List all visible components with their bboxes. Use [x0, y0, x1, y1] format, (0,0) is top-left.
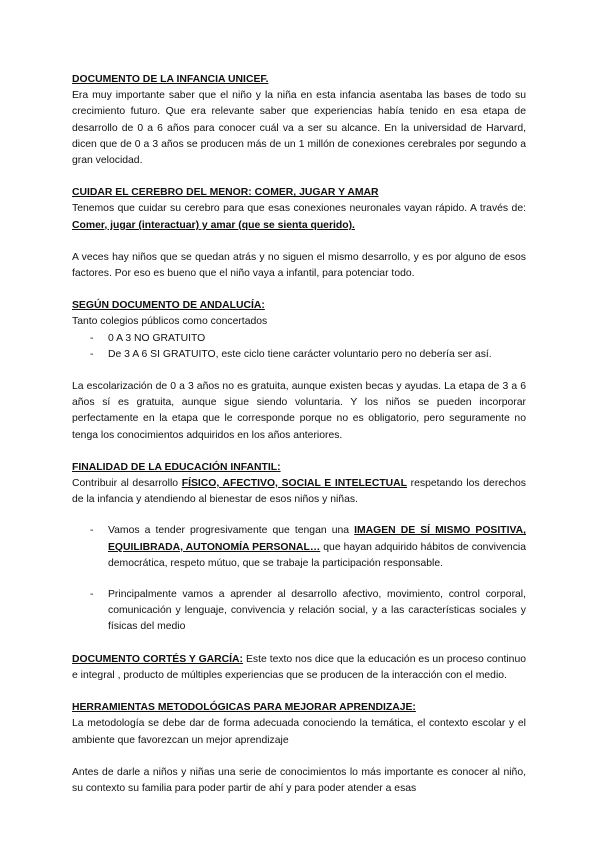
section-body-andalucia: La escolarización de 0 a 3 años no es gratuita, aunque existen becas y ayudas. La etapa de 3 a 6 años sí es gratuita, aunque sigue siendo voluntaria. Y los niños se pueden incorporar perfectamente en la etapa que le corresponde porque no es obligatorio, pero seguramente no tenga los conocimientos adquiridos en los años anteriores.	[72, 381, 526, 441]
document-page	[72, 72, 526, 797]
section-title-cortes: DOCUMENTO CORTÉS Y GARCÍA:	[72, 653, 244, 665]
andalucia-list	[72, 331, 526, 363]
finalidad-list	[72, 523, 526, 572]
list-item: - De 3 A 6 SI GRATUITO, este ciclo tiene carácter voluntario pero no debería ser así.	[72, 347, 526, 363]
section-title-herramientas: HERRAMIENTAS METODOLÓGICAS PARA MEJORAR APRENDIZAJE:	[72, 702, 416, 714]
section-title-finalidad: FINALIDAD DE LA EDUCACIÓN INFANTIL:	[72, 461, 281, 473]
section-intro-andalucia: Tanto colegios públicos como concertados	[72, 316, 268, 328]
list-item: - 0 A 3 NO GRATUITO	[72, 331, 526, 347]
section-body-cerebro-2: A veces hay niños que se quedan atrás y no siguen el mismo desarrollo, y es por alguno de esos factores. Por eso es bueno que el niño vaya a infantil, para potenciar todo.	[72, 251, 526, 280]
finalidad-list-2	[72, 587, 526, 636]
section-title-unicef: DOCUMENTO DE LA INFANCIA UNICEF.	[72, 74, 269, 85]
section-body-finalidad: Contribuir al desarrollo FÍSICO, AFECTIVO, SOCIAL E INTELECTUAL respetando los derechos de la infancia y atendiendo al bienestar de esos niños y niñas.	[72, 478, 527, 506]
section-body-herramientas-2: Antes de darle a niños y niñas una serie de conocimientos lo más importante es conocer al niño, su contexto su familia para poder partir de ahí y para poder atender a esas	[72, 766, 526, 794]
section-cortes: DOCUMENTO CORTÉS Y GARCÍA: Este texto nos dice que la educación es un proceso continuo e integral , producto de múltiples experiencias que se producen de la interacción con el medio.	[72, 653, 526, 681]
list-item: - Vamos a tender progresivamente que tengan una IMAGEN DE SÍ MISMO POSITIVA, EQUILIBRADA, AUTONOMÍA PERSONAL… que hayan adquirido hábitos de convivencia democrática, respeto mútuo, que se trabaje la participación responsable.	[72, 523, 526, 572]
list-item: - Principalmente vamos a aprender al desarrollo afectivo, movimiento, control corporal, comunicación y lenguaje, convivencia y relación social, y a las características sociales y físicas del medio	[72, 587, 526, 636]
section-body-herramientas: La metodología se debe dar de forma adecuada conociendo la temática, el contexto escolar y el ambiente que favorezcan un mejor aprendizaje	[72, 718, 526, 746]
section-body-cerebro: Tenemos que cuidar su cerebro para que esas conexiones neuronales vayan rápido. A través de: Comer, jugar (interactuar) y amar (que se sienta querido).	[72, 203, 526, 231]
section-body-unicef: Era muy importante saber que el niño y la niña en esta infancia asentaba las bases de todo su crecimiento futuro. Que era relevante saber que experiencias había tenido en esa etapa de desarrollo de 0 a 6 años para conocer cuál va a ser su alcance. En la universidad de Harvard, dicen que de 0 a 3 años se producen más de un 1 millón de conexiones cerebrales por segundo a gran velocidad.	[72, 90, 526, 167]
section-title-cerebro: CUIDAR EL CEREBRO DEL MENOR: COMER, JUGAR Y AMAR	[72, 187, 379, 199]
section-title-andalucia: SEGÚN DOCUMENTO DE ANDALUCÍA:	[72, 300, 265, 312]
